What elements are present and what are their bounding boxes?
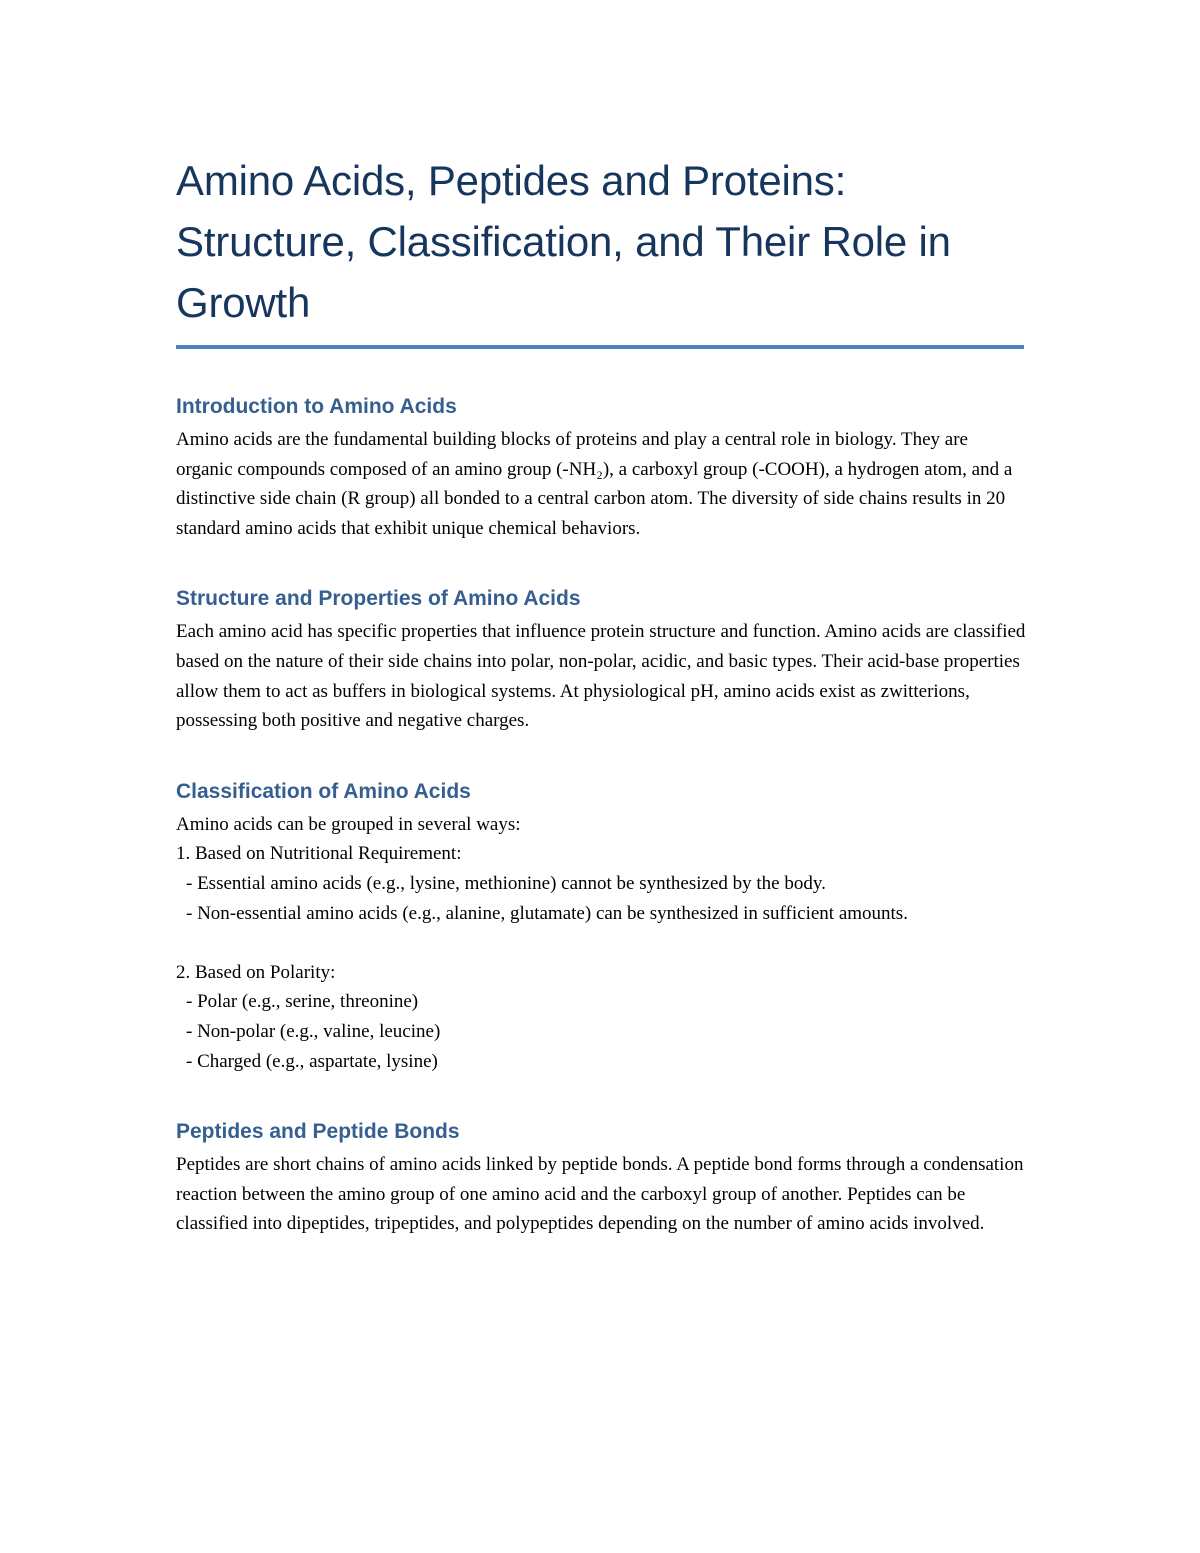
section-heading-structure: Structure and Properties of Amino Acids xyxy=(176,587,581,611)
blank-line xyxy=(176,928,1026,958)
classification-group-title: 1. Based on Nutritional Requirement: xyxy=(176,843,462,865)
section-classification xyxy=(176,778,1026,1076)
section-introduction xyxy=(176,393,1026,543)
section-heading-peptides: Peptides and Peptide Bonds xyxy=(176,1120,460,1144)
section-structure xyxy=(176,585,1026,735)
section-heading-classification: Classification of Amino Acids xyxy=(176,779,471,803)
section-body-structure: Each amino acid has specific properties that influence protein structure and function. Amino acids are classified based on the nature of their side chains into polar, non-polar, acidic, and basic types. Their acid-base properties allow them to act as buffers in biological systems. At physiological pH, amino acids exist as zwitterions, possessing both positive and negative charges. xyxy=(176,621,1026,732)
title-underline-rule xyxy=(176,345,1024,349)
section-heading-introduction: Introduction to Amino Acids xyxy=(176,395,457,418)
classification-list-item: - Non-essential amino acids (e.g., alanine, glutamate) can be synthesized in sufficient amounts. xyxy=(186,902,908,924)
classification-list-item: - Non-polar (e.g., valine, leucine) xyxy=(186,1020,441,1042)
page-content xyxy=(176,150,1026,1281)
document-title: Amino Acids, Peptides and Proteins: Structure, Classification, and Their Role in Growth xyxy=(176,157,951,326)
classification-list-item: - Essential amino acids (e.g., lysine, methionine) cannot be synthesized by the body. xyxy=(186,872,826,894)
classification-list-item: - Polar (e.g., serine, threonine) xyxy=(186,991,419,1013)
classification-intro: Amino acids can be grouped in several ways: xyxy=(176,813,521,835)
classification-group-title: 2. Based on Polarity: xyxy=(176,961,336,983)
classification-list-item: - Charged (e.g., aspartate, lysine) xyxy=(186,1050,438,1072)
section-body-introduction: Amino acids are the fundamental building blocks of proteins and play a central role in biology. They are organic compounds composed of an amino group (-NH₂), a carboxyl group (-COOH), a hydrogen atom, and a distinctive side chain (R group) all bonded to a central carbon atom. The diversity of side chains results in 20 standard amino acids that exhibit unique chemical behaviors. xyxy=(176,429,1013,539)
section-peptides xyxy=(176,1118,1026,1239)
section-body-peptides: Peptides are short chains of amino acids linked by peptide bonds. A peptide bond forms through a condensation reaction between the amino group of one amino acid and the carboxyl group of another. Peptides can be classified into dipeptides, tripeptides, and polypeptides depending on the number of amino acids involved. xyxy=(176,1154,1024,1235)
